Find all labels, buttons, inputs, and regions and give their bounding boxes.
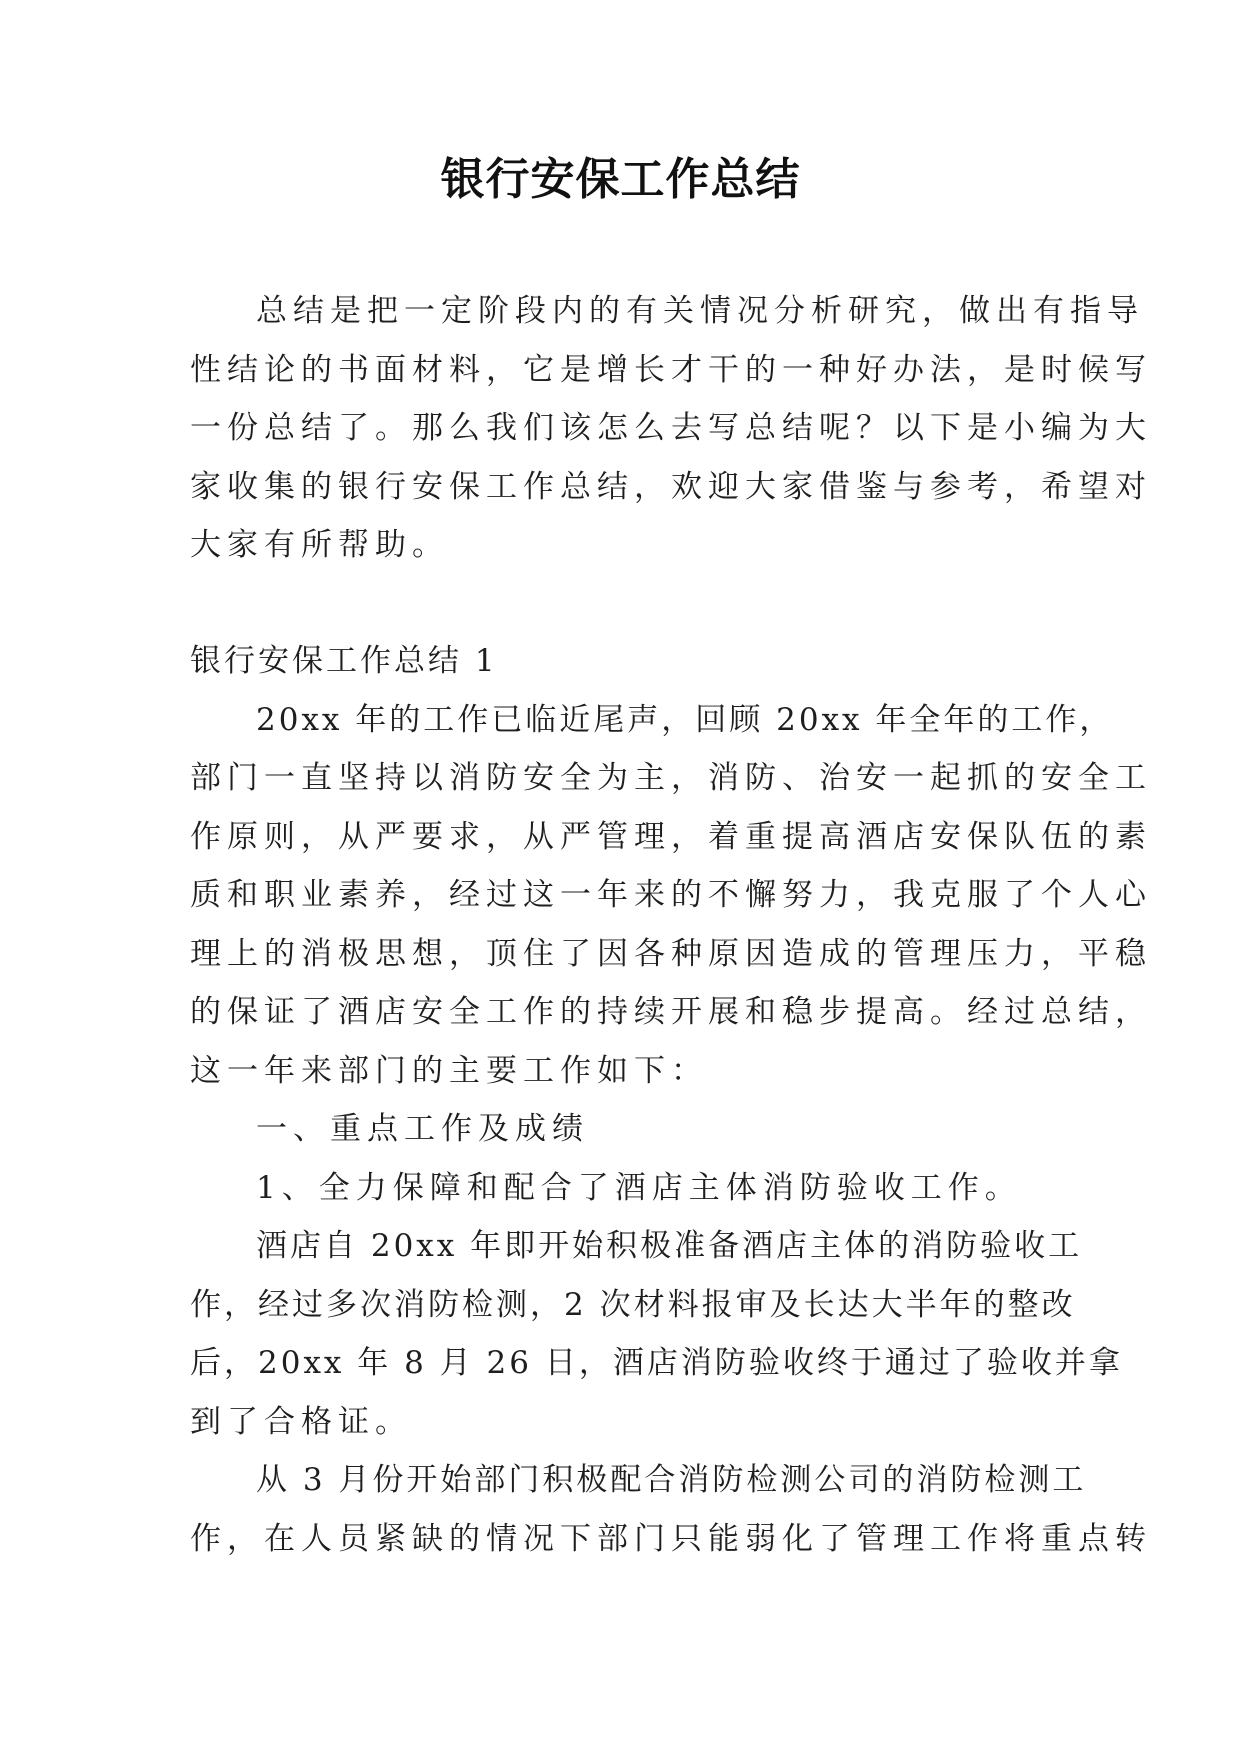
document-title: 银行安保工作总结 [440,154,801,205]
body-line: 部门一直坚持以消防安全为主，消防、治安一起抓的安全工 [190,760,1152,796]
section-heading: 银行安保工作总结 1 [190,643,498,679]
intro-line: 大家有所帮助。 [190,527,449,563]
body-line: 这一年来部门的主要工作如下： [190,1052,708,1089]
body-line: 到了合格证。 [190,1403,412,1440]
body-line: 作，在人员紧缺的情况下部门只能弱化了管理工作将重点转 [190,1520,1152,1557]
body-line: 酒店自 20xx 年即开始积极准备酒店主体的消防验收工 [256,1228,1083,1264]
intro-line: 家收集的银行安保工作总结，欢迎大家借鉴与参考，希望对 [190,468,1152,505]
body-line: 作原则，从严要求，从严管理，着重提高酒店安保队伍的素 [190,818,1152,855]
intro-line: 性结论的书面材料，它是增长才干的一种好办法，是时候写 [190,351,1152,388]
body-line: 20xx 年的工作已临近尾声，回顾 20xx 年全年的工作， [256,701,1114,738]
intro-paragraph [190,282,1152,575]
body-line: 作，经过多次消防检测，2 次材料报审及长达大半年的整改 [190,1286,1076,1323]
body-line: 后，20xx 年 8 月 26 日，酒店消防验收终于通过了验收并拿 [190,1345,1123,1381]
body-line: 从 3 月份开始部门积极配合消防检测公司的消防检测工 [256,1462,1087,1498]
section-1 [190,632,1152,1568]
body-line: 质和职业素养，经过这一年来的不懈努力，我克服了个人心 [190,877,1152,913]
body-line: 的保证了酒店安全工作的持续开展和稳步提高。经过总结， [190,994,1152,1030]
intro-line: 一份总结了。那么我们该怎么去写总结呢？以下是小编为大 [190,410,1152,446]
subheading-line: 一、重点工作及成绩 [256,1111,589,1147]
body-line: 理上的消极思想，顶住了因各种原因造成的管理压力，平稳 [190,935,1152,972]
intro-line: 总结是把一定阶段内的有关情况分析研究，做出有指导 [256,293,1144,329]
subheading-line: 1、全力保障和配合了酒店主体消防验收工作。 [256,1169,1022,1206]
